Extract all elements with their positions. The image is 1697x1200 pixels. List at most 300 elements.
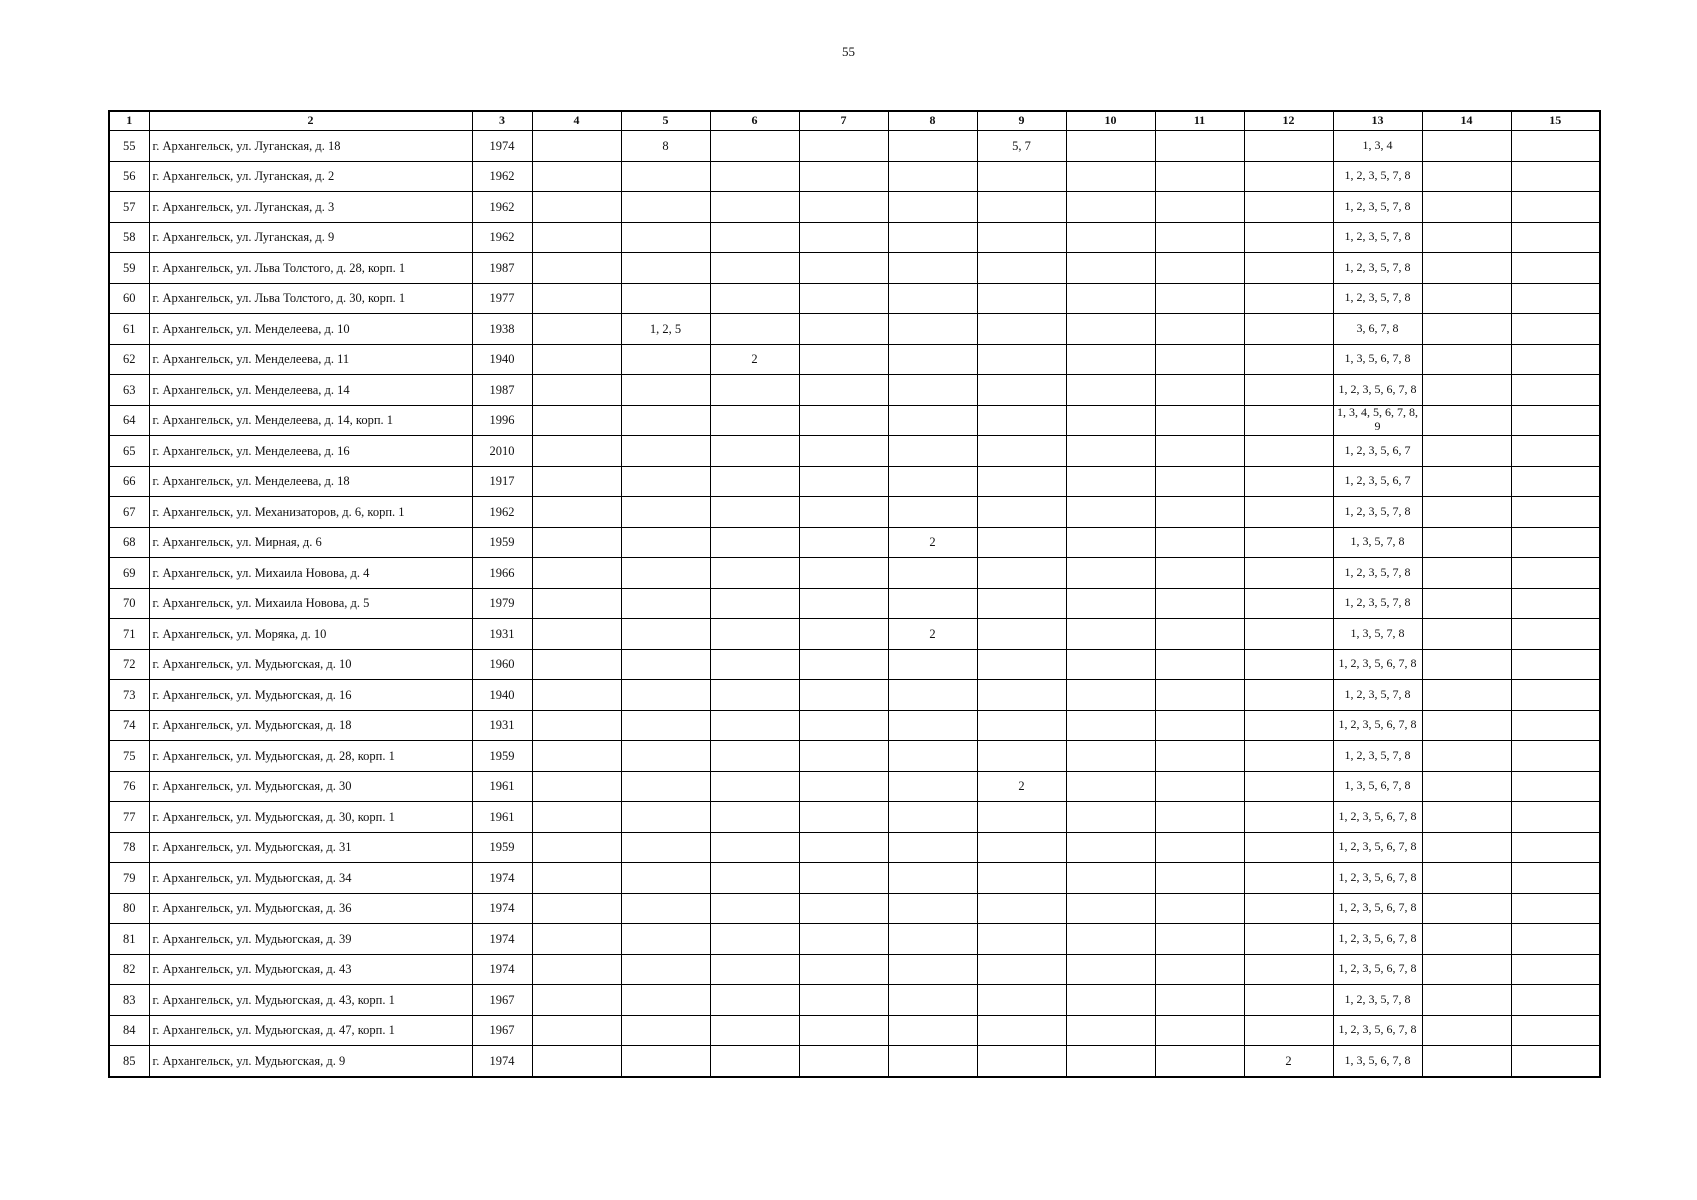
table-cell [1066,1046,1155,1077]
table-cell [621,405,710,436]
address-cell: г. Архангельск, ул. Мудьюгская, д. 34 [149,863,472,894]
table-cell [532,802,621,833]
table-row [109,771,1600,802]
column-header: 11 [1155,111,1244,131]
table-cell [977,863,1066,894]
table-row [109,222,1600,253]
table-cell [710,741,799,772]
table-row [109,344,1600,375]
table-row [109,436,1600,467]
table-cell [1155,283,1244,314]
table-cell [977,314,1066,345]
table-cell [1422,283,1511,314]
table-cell [888,161,977,192]
address-cell: г. Архангельск, ул. Менделеева, д. 14 [149,375,472,406]
table-cell [710,1015,799,1046]
table-cell [977,710,1066,741]
table-cell [1422,466,1511,497]
row-number-cell: 70 [109,588,149,619]
table-row [109,283,1600,314]
table-row [109,802,1600,833]
column-header: 2 [149,111,472,131]
column-header: 14 [1422,111,1511,131]
table-cell [710,222,799,253]
table-cell [621,222,710,253]
table-cell [888,375,977,406]
table-cell [1066,344,1155,375]
table-cell [1155,192,1244,223]
table-cell [799,802,888,833]
row-number-cell: 73 [109,680,149,711]
row-number-cell: 74 [109,710,149,741]
row-number-cell: 67 [109,497,149,528]
table-cell [1244,497,1333,528]
table-cell [621,649,710,680]
table-cell [977,283,1066,314]
table-cell [1244,954,1333,985]
address-cell: г. Архангельск, ул. Мудьюгская, д. 9 [149,1046,472,1077]
table-cell: 1, 2, 3, 5, 6, 7, 8 [1333,802,1422,833]
table-cell [1511,985,1600,1016]
table-cell [621,1015,710,1046]
table-cell [1066,253,1155,284]
table-cell: 1, 2, 3, 5, 7, 8 [1333,588,1422,619]
table-cell [1422,619,1511,650]
table-cell [888,680,977,711]
table-cell [532,222,621,253]
table-cell: 1, 2, 3, 5, 7, 8 [1333,222,1422,253]
row-number-cell: 81 [109,924,149,955]
table-cell [1511,863,1600,894]
address-cell: г. Архангельск, ул. Менделеева, д. 11 [149,344,472,375]
table-cell [1155,436,1244,467]
table-cell [532,497,621,528]
table-cell [1155,832,1244,863]
table-cell [1244,527,1333,558]
address-cell: г. Архангельск, ул. Мудьюгская, д. 43, корп. 1 [149,985,472,1016]
table-cell [1066,314,1155,345]
table-cell [977,954,1066,985]
row-number-cell: 58 [109,222,149,253]
table-cell: 1974 [472,924,532,955]
table-cell [710,283,799,314]
table-cell [532,1046,621,1077]
table-cell [799,283,888,314]
table-cell: 1967 [472,1015,532,1046]
table-cell [1511,558,1600,589]
table-cell [621,680,710,711]
table-body [109,131,1600,1077]
table-cell [1422,558,1511,589]
table-cell: 1962 [472,161,532,192]
table-cell [799,863,888,894]
table-cell: 1, 3, 5, 6, 7, 8 [1333,344,1422,375]
table-cell [710,1046,799,1077]
table-cell: 1979 [472,588,532,619]
row-number-cell: 80 [109,893,149,924]
table-cell: 1, 2, 3, 5, 7, 8 [1333,497,1422,528]
table-cell [888,741,977,772]
table-cell [1155,344,1244,375]
address-cell: г. Архангельск, ул. Мудьюгская, д. 28, корп. 1 [149,741,472,772]
table-cell [532,924,621,955]
table-cell: 2 [1244,1046,1333,1077]
table-cell: 1974 [472,893,532,924]
table-cell [888,893,977,924]
table-cell [977,680,1066,711]
row-number-cell: 77 [109,802,149,833]
row-number-cell: 59 [109,253,149,284]
table-cell [710,588,799,619]
table-cell [1155,619,1244,650]
table-cell [710,192,799,223]
table-cell: 1, 2, 3, 5, 7, 8 [1333,741,1422,772]
table-cell [1155,131,1244,162]
table-cell: 1974 [472,954,532,985]
table-cell: 1917 [472,466,532,497]
table-cell [1422,314,1511,345]
table-cell [532,985,621,1016]
table-row [109,131,1600,162]
table-cell [977,1046,1066,1077]
table-cell [799,344,888,375]
table-cell: 5, 7 [977,131,1066,162]
table-cell [799,588,888,619]
table-cell: 8 [621,131,710,162]
address-cell: г. Архангельск, ул. Механизаторов, д. 6, корп. 1 [149,497,472,528]
table-cell [888,314,977,345]
table-cell [1511,802,1600,833]
table-cell [799,954,888,985]
table-cell [888,1015,977,1046]
table-cell [1244,222,1333,253]
table-cell [1066,893,1155,924]
table-cell [1155,558,1244,589]
row-number-cell: 66 [109,466,149,497]
row-number-cell: 83 [109,985,149,1016]
table-cell [1155,649,1244,680]
row-number-cell: 75 [109,741,149,772]
table-cell [888,985,977,1016]
table-cell [532,344,621,375]
table-cell [977,588,1066,619]
table-cell [1066,466,1155,497]
table-cell [888,771,977,802]
table-cell [532,192,621,223]
table-cell [888,497,977,528]
table-cell [1244,619,1333,650]
table-cell [799,436,888,467]
table-cell [1422,222,1511,253]
table-cell [799,985,888,1016]
table-cell [1066,954,1155,985]
table-cell [1066,924,1155,955]
table-cell [1244,375,1333,406]
table-cell [1511,131,1600,162]
table-cell [799,893,888,924]
table-cell [977,161,1066,192]
address-cell: г. Архангельск, ул. Мудьюгская, д. 10 [149,649,472,680]
table-cell [977,619,1066,650]
table-row [109,314,1600,345]
table-cell [888,710,977,741]
table-cell [1066,436,1155,467]
table-cell [1244,192,1333,223]
table-cell: 1, 2, 3, 5, 6, 7, 8 [1333,863,1422,894]
table-cell [888,924,977,955]
table-cell [621,1046,710,1077]
column-header: 7 [799,111,888,131]
table-cell [621,558,710,589]
column-header: 10 [1066,111,1155,131]
table-cell [532,558,621,589]
table-cell [710,619,799,650]
table-cell [799,680,888,711]
table-cell [1511,1046,1600,1077]
table-cell [1422,832,1511,863]
table-cell: 1, 2, 3, 5, 7, 8 [1333,283,1422,314]
table-cell [710,558,799,589]
table-cell [799,405,888,436]
table-cell [1155,741,1244,772]
table-cell [888,344,977,375]
table-cell [977,436,1066,467]
table-cell [1422,741,1511,772]
column-header: 5 [621,111,710,131]
table-cell [1422,802,1511,833]
table-cell [799,710,888,741]
row-number-cell: 71 [109,619,149,650]
table-cell [888,558,977,589]
table-cell [888,283,977,314]
row-number-cell: 84 [109,1015,149,1046]
table-cell [1244,588,1333,619]
table-cell [1422,405,1511,436]
table-cell [1244,344,1333,375]
table-cell [888,832,977,863]
address-cell: г. Архангельск, ул. Менделеева, д. 16 [149,436,472,467]
table-cell [710,832,799,863]
table-cell [977,192,1066,223]
table-cell [977,893,1066,924]
table-cell [977,222,1066,253]
table-cell [888,466,977,497]
table-cell [1155,588,1244,619]
table-cell: 1962 [472,497,532,528]
table-cell [799,1015,888,1046]
row-number-cell: 62 [109,344,149,375]
table-cell [977,466,1066,497]
address-cell: г. Архангельск, ул. Луганская, д. 18 [149,131,472,162]
table-cell [1511,497,1600,528]
table-cell [799,466,888,497]
table-cell [977,253,1066,284]
table-cell: 1, 2, 3, 5, 6, 7, 8 [1333,924,1422,955]
table-cell: 1, 2, 3, 5, 6, 7, 8 [1333,832,1422,863]
table-cell [888,222,977,253]
table-cell [977,1015,1066,1046]
table-cell [710,985,799,1016]
table-row [109,588,1600,619]
table-cell [532,527,621,558]
table-cell [621,771,710,802]
table-cell [1244,436,1333,467]
table-cell [1155,497,1244,528]
table-cell: 1960 [472,649,532,680]
table-cell [1511,924,1600,955]
row-number-cell: 55 [109,131,149,162]
table-cell [977,405,1066,436]
table-row [109,253,1600,284]
address-cell: г. Архангельск, ул. Михаила Новова, д. 4 [149,558,472,589]
table-cell: 1, 2, 3, 5, 7, 8 [1333,192,1422,223]
table-cell [1155,405,1244,436]
table-cell [1511,619,1600,650]
table-cell [1155,985,1244,1016]
table-cell [888,131,977,162]
table-cell [1511,375,1600,406]
table-cell [1511,527,1600,558]
table-cell [888,802,977,833]
table-cell [621,863,710,894]
table-cell [1155,680,1244,711]
table-cell [799,375,888,406]
table-cell [1511,161,1600,192]
table-cell [710,649,799,680]
table-cell [1066,161,1155,192]
table-cell [1422,649,1511,680]
table-row [109,619,1600,650]
table-cell [1155,253,1244,284]
table-cell [1066,680,1155,711]
table-cell [710,802,799,833]
row-number-cell: 64 [109,405,149,436]
table-cell: 1996 [472,405,532,436]
table-cell [1422,863,1511,894]
table-cell: 1, 2, 3, 5, 6, 7, 8 [1333,893,1422,924]
table-cell [532,954,621,985]
table-cell [977,832,1066,863]
table-cell [799,314,888,345]
table-cell [1511,1015,1600,1046]
table-cell [532,619,621,650]
table-cell [1422,924,1511,955]
table-cell [977,497,1066,528]
address-cell: г. Архангельск, ул. Менделеева, д. 14, корп. 1 [149,405,472,436]
table-cell [1066,192,1155,223]
table-cell: 1, 3, 5, 6, 7, 8 [1333,1046,1422,1077]
table-cell [888,588,977,619]
table-cell [799,253,888,284]
table-cell [1422,253,1511,284]
table-cell: 1, 3, 5, 7, 8 [1333,527,1422,558]
table-cell [621,710,710,741]
table-cell: 1959 [472,741,532,772]
table-cell: 1, 2, 3, 5, 6, 7 [1333,436,1422,467]
table-cell [1422,710,1511,741]
table-cell [799,771,888,802]
table-row [109,375,1600,406]
table-cell [621,802,710,833]
table-cell [1511,436,1600,467]
table-cell [1422,588,1511,619]
table-cell: 1974 [472,131,532,162]
table-cell: 1, 3, 5, 6, 7, 8 [1333,771,1422,802]
table-cell [1511,832,1600,863]
table-cell [1066,131,1155,162]
table-cell [1155,802,1244,833]
table-cell [977,558,1066,589]
table-cell [1244,405,1333,436]
table-cell: 1940 [472,344,532,375]
row-number-cell: 56 [109,161,149,192]
row-number-cell: 82 [109,954,149,985]
table-cell [1422,771,1511,802]
table-cell [1244,466,1333,497]
table-row [109,192,1600,223]
table-row [109,680,1600,711]
table-cell [1155,863,1244,894]
table-cell: 1, 2, 3, 5, 7, 8 [1333,253,1422,284]
table-cell [1244,649,1333,680]
table-cell [532,832,621,863]
table-cell [1244,253,1333,284]
table-cell [1066,771,1155,802]
table-cell [1155,161,1244,192]
table-cell [1066,985,1155,1016]
table-cell: 1987 [472,375,532,406]
table-cell [799,192,888,223]
table-cell: 2 [888,527,977,558]
table-cell [1244,802,1333,833]
address-cell: г. Архангельск, ул. Мудьюгская, д. 47, корп. 1 [149,1015,472,1046]
table-cell [1155,710,1244,741]
column-header: 3 [472,111,532,131]
table-cell [710,466,799,497]
table-cell [621,497,710,528]
address-cell: г. Архангельск, ул. Мудьюгская, д. 39 [149,924,472,955]
table-cell [1422,985,1511,1016]
table-cell [532,314,621,345]
table-cell [1422,344,1511,375]
table-cell [1244,1015,1333,1046]
table-cell [1511,283,1600,314]
table-cell [710,436,799,467]
column-header: 8 [888,111,977,131]
table-cell [1511,192,1600,223]
address-cell: г. Архангельск, ул. Менделеева, д. 10 [149,314,472,345]
table-cell [1066,649,1155,680]
address-cell: г. Архангельск, ул. Мудьюгская, д. 18 [149,710,472,741]
table-cell [1155,1046,1244,1077]
table-row [109,497,1600,528]
table-cell [1155,222,1244,253]
row-number-cell: 68 [109,527,149,558]
table-cell [621,375,710,406]
table-cell [799,558,888,589]
table-cell [710,771,799,802]
address-cell: г. Архангельск, ул. Мудьюгская, д. 16 [149,680,472,711]
table-cell [710,680,799,711]
table-cell [1066,832,1155,863]
table-cell: 3, 6, 7, 8 [1333,314,1422,345]
table-cell [1155,924,1244,955]
address-cell: г. Архангельск, ул. Мудьюгская, д. 43 [149,954,472,985]
table-cell [532,588,621,619]
table-cell [1244,680,1333,711]
row-number-cell: 72 [109,649,149,680]
table-cell [532,161,621,192]
